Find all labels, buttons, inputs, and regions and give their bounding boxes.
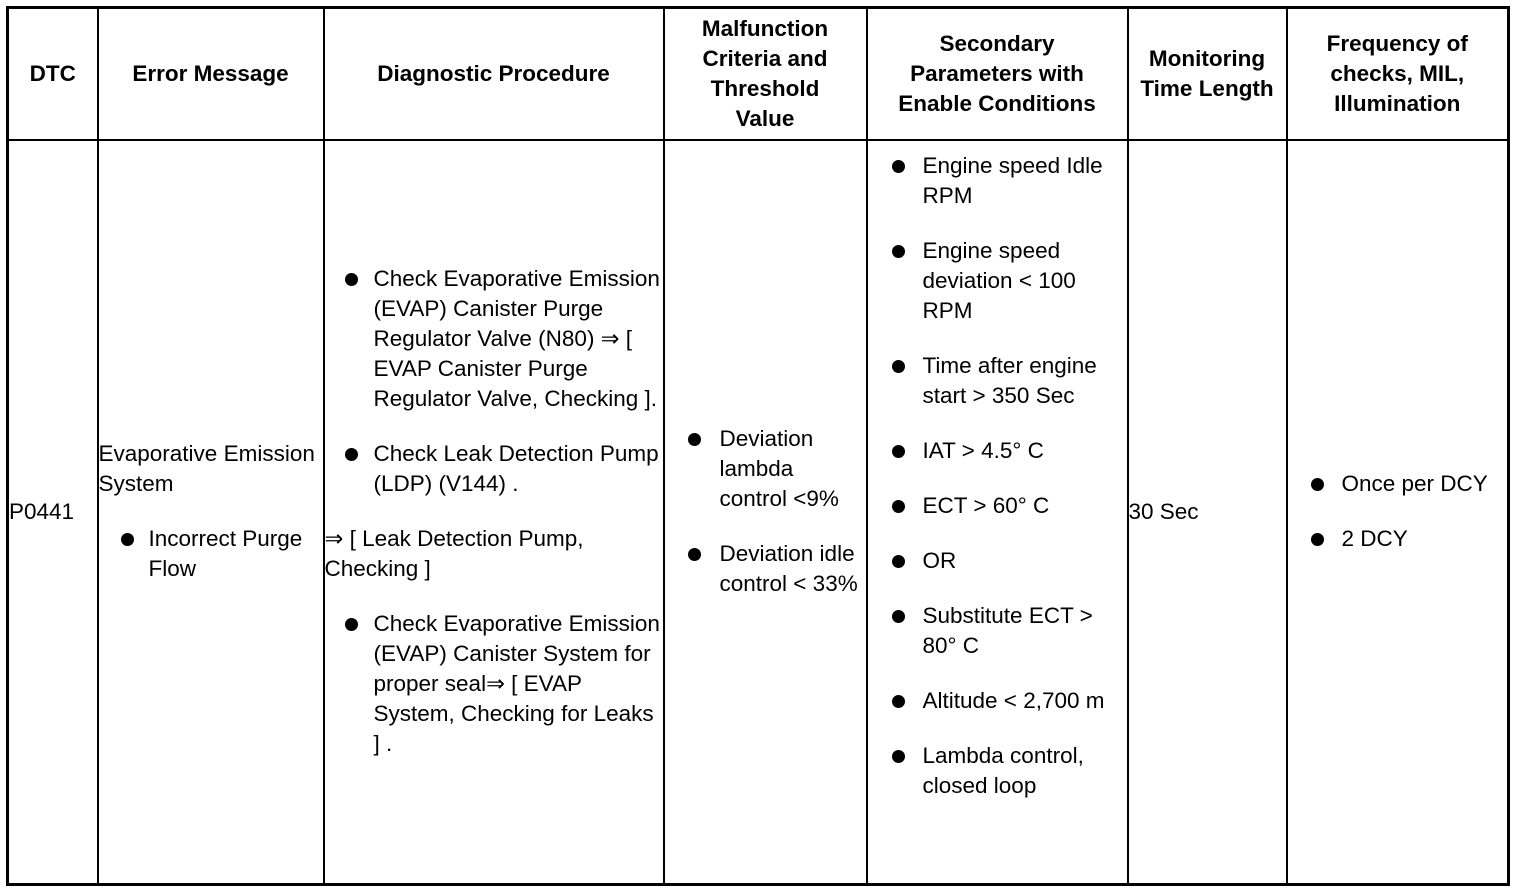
list-item xyxy=(665,539,866,599)
table-row xyxy=(8,140,1509,885)
procedure-reference: ⇒ [ Leak Detection Pump, Checking ] xyxy=(324,526,584,582)
list-item-text: Deviation idle control < 33% xyxy=(719,541,858,597)
list-item-text: Altitude < 2,700 m xyxy=(922,687,1105,713)
list-item xyxy=(325,609,663,759)
bullet-icon xyxy=(1311,533,1324,546)
list-item-text: Deviation lambda control <9% xyxy=(719,426,839,512)
list-item xyxy=(868,546,1127,576)
header-malfunction-criteria: Malfunction Criteria and Threshold Value xyxy=(664,8,867,140)
list-item xyxy=(868,151,1127,211)
list-item xyxy=(868,236,1127,326)
list-item-text: Check Evaporative Emission (EVAP) Canister System for proper seal⇒ [ EVAP System, Checking for Leaks ] . xyxy=(373,611,660,757)
bullet-icon xyxy=(892,160,905,173)
list-item-text: Once per DCY xyxy=(1341,471,1488,497)
bullet-icon xyxy=(892,360,905,373)
bullet-icon xyxy=(688,433,701,446)
list-item-text: Lambda control, closed loop xyxy=(922,742,1084,798)
malfunction-criteria-cell xyxy=(664,140,867,885)
header-secondary-parameters: Secondary Parameters with Enable Conditions xyxy=(867,8,1128,140)
frequency-list xyxy=(1288,469,1508,554)
bullet-icon xyxy=(1311,478,1324,491)
list-item-text: Engine speed deviation < 100 RPM xyxy=(922,237,1076,323)
list-item-text: Time after engine start > 350 Sec xyxy=(922,352,1097,408)
list-item xyxy=(1288,524,1508,554)
bullet-icon xyxy=(892,610,905,623)
bullet-icon xyxy=(688,548,701,561)
bullet-icon xyxy=(892,695,905,708)
list-item xyxy=(868,686,1127,716)
header-dtc: DTC xyxy=(8,8,98,140)
list-item xyxy=(868,601,1127,661)
secondary-list xyxy=(868,151,1127,801)
list-item xyxy=(99,524,323,584)
list-item-text: Check Leak Detection Pump (LDP) (V144) . xyxy=(373,441,659,497)
dtc-code: P0441 xyxy=(8,140,98,885)
list-item-text: IAT > 4.5° C xyxy=(922,437,1044,463)
list-item xyxy=(325,439,663,499)
frequency-cell xyxy=(1287,140,1509,885)
procedure-list xyxy=(325,609,663,759)
bullet-icon xyxy=(892,750,905,763)
criteria-list xyxy=(665,424,866,599)
header-row xyxy=(8,8,1509,140)
error-title: Evaporative Emission System xyxy=(98,441,315,497)
bullet-icon xyxy=(345,448,358,461)
list-item-text: Substitute ECT > 80° C xyxy=(922,602,1093,658)
header-monitoring-time: Monitoring Time Length xyxy=(1128,8,1287,140)
bullet-icon xyxy=(892,445,905,458)
list-item-text: OR xyxy=(922,547,957,573)
list-item-text: Check Evaporative Emission (EVAP) Canister Purge Regulator Valve (N80) ⇒ [ EVAP Canister Purge Regulator Valve, Checking ]. xyxy=(373,266,660,412)
list-item xyxy=(868,351,1127,411)
procedure-list xyxy=(325,264,663,499)
diagnostic-procedure-cell xyxy=(324,140,664,885)
error-list xyxy=(99,524,323,584)
list-item xyxy=(665,424,866,514)
header-error-message: Error Message xyxy=(98,8,324,140)
list-item xyxy=(1288,469,1508,499)
list-item-text: Incorrect Purge Flow xyxy=(148,526,303,582)
monitoring-time: 30 Sec xyxy=(1128,140,1287,885)
bullet-icon xyxy=(892,500,905,513)
list-item xyxy=(325,264,663,414)
error-message-cell xyxy=(98,140,324,885)
list-item-text: 2 DCY xyxy=(1341,526,1408,552)
list-item-text: ECT > 60° C xyxy=(922,492,1050,518)
header-diagnostic-procedure: Diagnostic Procedure xyxy=(324,8,664,140)
bullet-icon xyxy=(121,533,134,546)
list-item xyxy=(868,741,1127,801)
list-item-text: Engine speed Idle RPM xyxy=(922,152,1103,208)
bullet-icon xyxy=(892,555,905,568)
bullet-icon xyxy=(345,618,358,631)
list-item xyxy=(868,491,1127,521)
bullet-icon xyxy=(345,273,358,286)
list-item xyxy=(868,436,1127,466)
bullet-icon xyxy=(892,245,905,258)
dtc-table xyxy=(6,6,1510,886)
secondary-parameters-cell xyxy=(867,140,1128,885)
header-frequency: Frequency of checks, MIL, Illumination xyxy=(1287,8,1509,140)
